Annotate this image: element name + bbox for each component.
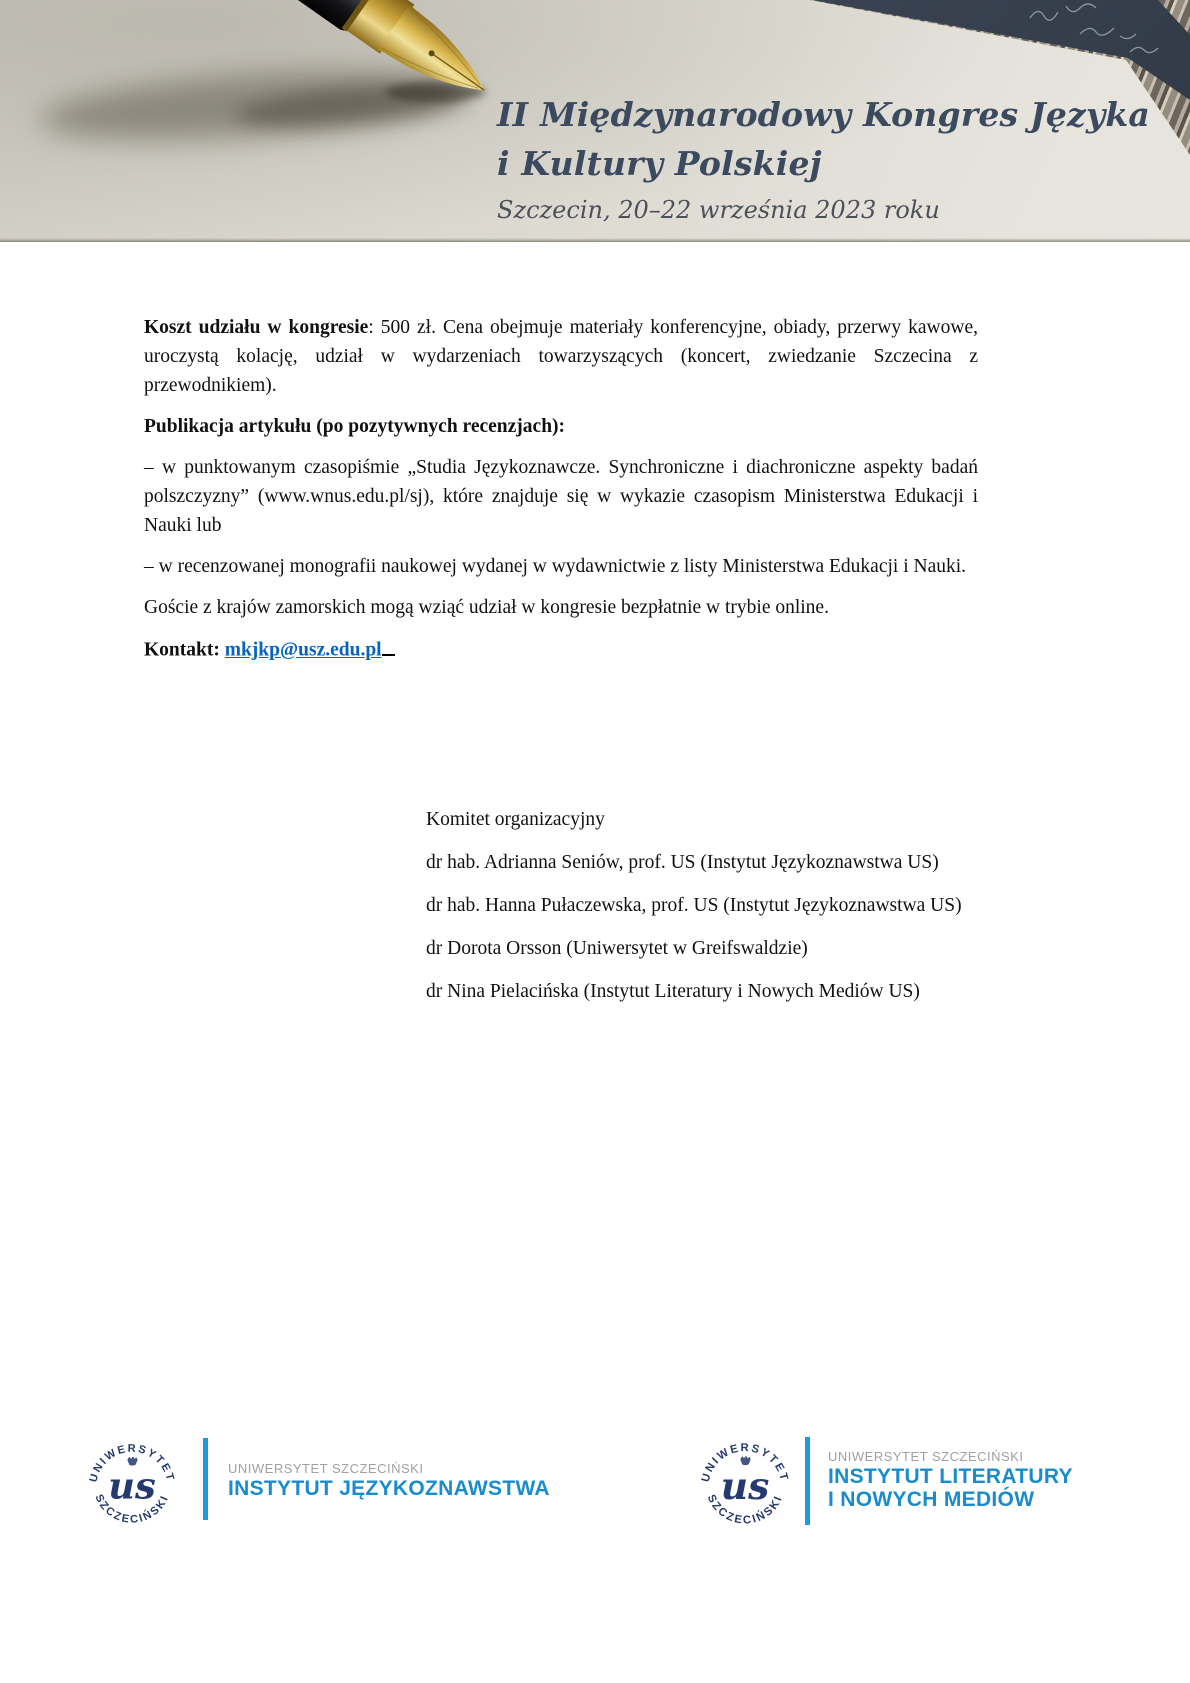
seal-monogram: us <box>720 1464 770 1509</box>
publication-heading <box>144 412 978 441</box>
cost-paragraph <box>144 313 978 400</box>
document-body <box>144 313 978 677</box>
committee-title: Komitet organizacyjny <box>426 809 605 830</box>
online-note-paragraph: Goście z krajów zamorskich mogą wziąć udział w kongresie bezpłatnie w trybie online. <box>144 597 829 618</box>
committee-member: dr hab. Adrianna Seniów, prof. US (Instytut Językoznawstwa US) <box>426 852 939 873</box>
seal-top-text: UNIWERSYTET <box>699 1442 791 1484</box>
email-underline-tail <box>382 634 395 656</box>
congress-date-location: Szczecin, 20–22 września 2023 roku <box>497 196 940 224</box>
university-name: UNIWERSYTET SZCZECIŃSKI <box>828 1449 1024 1464</box>
logo-divider-bar <box>203 1438 208 1520</box>
committee-member: dr Dorota Orsson (Uniwersytet w Greifswaldzie) <box>426 938 808 959</box>
cost-label: Koszt udziału w kongresie <box>144 317 369 338</box>
organizing-committee <box>426 805 1066 1020</box>
university-name: UNIWERSYTET SZCZECIŃSKI <box>228 1461 424 1476</box>
congress-title-line2: i Kultury Polskiej <box>497 144 822 183</box>
institute-name: INSTYTUT JĘZYKOZNAWSTWA <box>228 1477 550 1500</box>
committee-member: dr hab. Hanna Pułaczewska, prof. US (Instytut Językoznawstwa US) <box>426 895 962 916</box>
institute-name-line2: I NOWYCH MEDIÓW <box>828 1488 1035 1511</box>
university-seal-icon <box>698 1437 792 1531</box>
contact-label: Kontakt: <box>144 639 220 661</box>
hero-banner-photo <box>0 0 1190 242</box>
logo-divider-bar <box>805 1437 810 1525</box>
seal-bottom-text: SZCZECIŃSKI <box>92 1492 172 1526</box>
monograph-option-paragraph: – w recenzowanej monografii naukowej wydanej w wydawnictwie z listy Ministerstwa Edukacji i Nauki. <box>144 556 967 577</box>
seal-top-text: UNIWERSYTET <box>87 1442 177 1484</box>
seal-monogram: us <box>108 1463 156 1508</box>
institute-of-literature-logo <box>698 1437 1138 1537</box>
cost-text: : 500 zł. Cena obejmuje materiały konferencyjne, obiady, przerwy kawowe, uroczystą kolację, udział w wydarzeniach towarzyszących (koncert, zwiedzanie Szczecina z przewodnikiem). <box>144 317 979 396</box>
seal-bottom-text: SZCZECIŃSKI <box>704 1492 786 1527</box>
journal-option-paragraph: – w punktowanym czasopiśmie „Studia Językoznawcze. Synchroniczne i diachroniczne aspekty badań polszczyzny” (www.wnus.edu.pl/sj), które znajduje się w wykazie czasopism Ministerstwa Edukacji i Nauki lub <box>144 457 978 536</box>
congress-title-line1: II Międzynarodowy Kongres Języka <box>497 95 1150 134</box>
contact-email-link[interactable]: mkjkp@usz.edu.pl <box>224 639 382 661</box>
committee-member: dr Nina Pielacińska (Instytut Literatury i Nowych Mediów US) <box>426 981 920 1002</box>
publication-heading-text: Publikacja artykułu (po pozytywnych recenzjach): <box>144 416 566 437</box>
congress-title-block <box>497 90 1150 223</box>
contact-paragraph <box>144 634 978 665</box>
institute-of-linguistics-logo <box>86 1438 550 1538</box>
university-seal-icon <box>86 1438 178 1530</box>
institute-name-line1: INSTYTUT LITERATURY <box>828 1465 1073 1488</box>
